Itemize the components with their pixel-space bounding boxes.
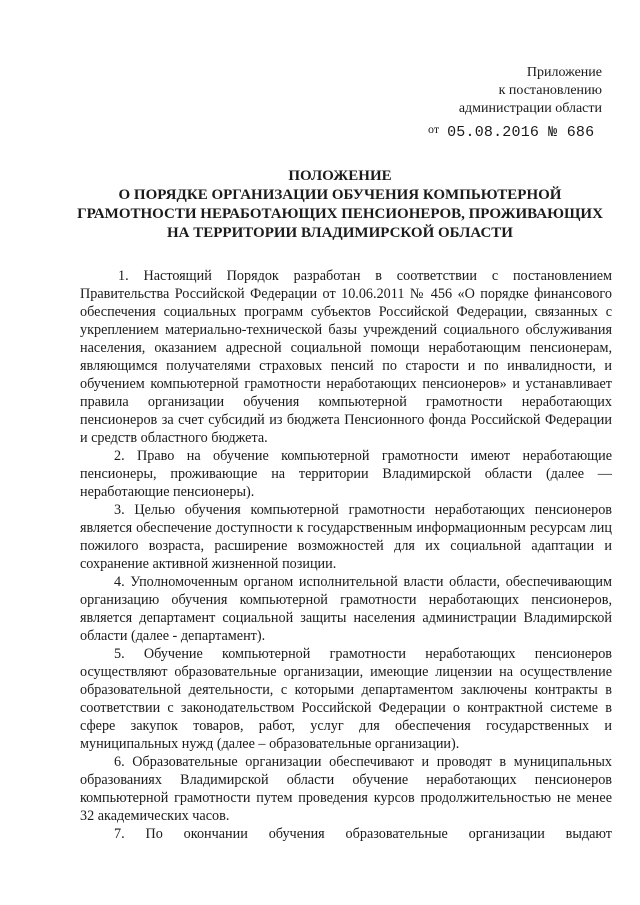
paragraph-6: 6. Образовательные организации обеспечивают и проводят в муниципальных образованиях Владимирской области обучение неработающих пенсионеров компьютерной грамотности путем проведения курсов продолжительностью не менее 32 академических часов. (80, 754, 612, 824)
decree-date-number: 05.08.2016 № 686 (447, 124, 595, 141)
paragraph-3: 3. Целью обучения компьютерной грамотности неработающих пенсионеров является обеспечение доступности к государственным информационным ресурсам лиц пожилого возраста, расширение возможностей для их социальной адаптации и сохранение активной жизненной позиции. (80, 502, 612, 572)
decree-prefix: от (428, 122, 440, 136)
appendix-line-2: к постановлению (498, 83, 602, 98)
paragraph-5: 5. Обучение компьютерной грамотности неработающих пенсионеров осуществляют образовательные организации, имеющие лицензии на осуществление образовательной деятельности, с которыми департаментом заключены контракты в соответствии с законодательством Российской Федерации о контрактной системе в сфере закупок товаров, работ, услуг для обеспечения государственных и муниципальных нужд (далее – образовательные организации). (80, 646, 612, 752)
document-title (70, 167, 610, 243)
paragraph-1: 1. Настоящий Порядок разработан в соответствии с постановлением Правительства Российской Федерации от 10.06.2011 № 456 «О порядке финансового обеспечения социальных программ субъектов Российской Федерации, связанных с укреплением материально-технической базы учреждений социального обслуживания населения, оказанием адресной социальной помощи неработающим пенсионерам, являющимся получателями страховых пенсий по старости и по инвалидности, и обучением компьютерной грамотности неработающих пенсионеров» и устанавливает правила организации обучения компьютерной грамотности неработающих пенсионеров за счет субсидий из бюджета Пенсионного фонда Российской Федерации и средств областного бюджета. (80, 268, 612, 446)
document-body (80, 267, 612, 843)
title-line-4: НА ТЕРРИТОРИИ ВЛАДИМИРСКОЙ ОБЛАСТИ (167, 225, 513, 241)
title-line-2: О ПОРЯДКЕ ОРГАНИЗАЦИИ ОБУЧЕНИЯ КОМПЬЮТЕРНОЙ (118, 187, 562, 203)
decree-reference (428, 122, 594, 141)
paragraph-7: 7. По окончании обучения образовательные организации выдают (114, 826, 612, 842)
appendix-line-1: Приложение (526, 65, 602, 80)
title-line-1: ПОЛОЖЕНИЕ (288, 168, 392, 184)
appendix-header (402, 64, 602, 118)
paragraph-4: 4. Уполномоченным органом исполнительной власти области, обеспечивающим организацию обучения компьютерной грамотности неработающих пенсионеров, является департамент социальной защиты населения администрации Владимирской области (далее - департамент). (80, 574, 612, 644)
appendix-line-3: администрации области (458, 101, 602, 116)
paragraph-2: 2. Право на обучение компьютерной грамотности имеют неработающие пенсионеры, проживающие на территории Владимирской области (далее — неработающие пенсионеры). (80, 448, 612, 500)
title-line-3: ГРАМОТНОСТИ НЕРАБОТАЮЩИХ ПЕНСИОНЕРОВ, ПРОЖИВАЮЩИХ (77, 206, 603, 222)
